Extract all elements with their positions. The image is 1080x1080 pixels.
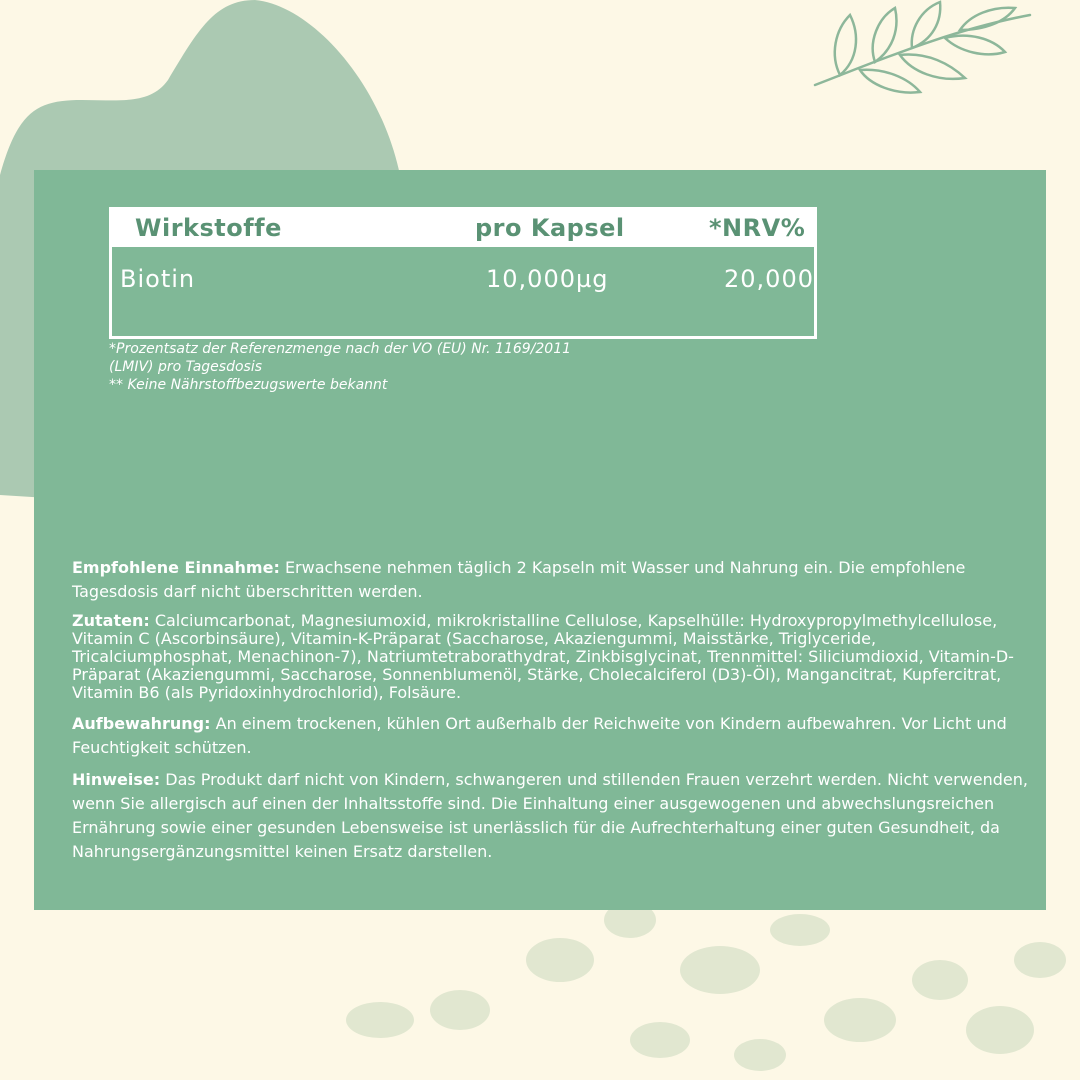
cell-nrv: 20,000 <box>724 265 814 293</box>
aufbewahrung-text: An einem trockenen, kühlen Ort außerhalb der Reichweite von Kindern aufbewahren. Vor Licht und Feuchtigkeit schützen. <box>72 714 1007 757</box>
blurred-leaves-decoration <box>300 900 1080 1080</box>
product-info <box>72 556 1037 872</box>
header-pro-kapsel: pro Kapsel <box>475 214 625 242</box>
hinweise-paragraph <box>72 768 1037 864</box>
header-wirkstoffe: Wirkstoffe <box>135 214 282 242</box>
table-footnotes <box>109 340 709 394</box>
footnote-line: (LMIV) pro Tagesdosis <box>109 359 263 375</box>
info-panel <box>34 170 1046 910</box>
aufbewahrung-label: Aufbewahrung: <box>72 714 211 733</box>
hinweise-text: Das Produkt darf nicht von Kindern, schwangeren und stillenden Frauen verzehrt werden. Nicht verwenden, wenn Sie allergisch auf einen der Inhaltsstoffe sind. Die Einhaltung einer ausgewogenen und abwechslungsreichen Ernährung sowie einer gesunden Lebensweise ist unerlässlich für die Aufrechterhaltung einer guten Gesundheit, da Nahrungsergänzungsmittel keinen Ersatz darstellen. <box>72 770 1028 861</box>
footnote-line: *Prozentsatz der Referenzmenge nach der VO (EU) Nr. 1169/2011 <box>109 341 572 357</box>
nutrition-table <box>109 207 817 339</box>
einnahme-text: Erwachsene nehmen täglich 2 Kapseln mit Wasser und Nahrung ein. Die empfohlene Tagesdosis darf nicht überschritten werden. <box>72 558 966 601</box>
zutaten-paragraph <box>72 612 1037 702</box>
cell-amount: 10,000µg <box>486 265 609 293</box>
zutaten-label: Zutaten: <box>72 611 150 630</box>
hinweise-label: Hinweise: <box>72 770 161 789</box>
einnahme-label: Empfohlene Einnahme: <box>72 558 280 577</box>
table-header <box>112 210 814 247</box>
footnote-line: ** Keine Nährstoffbezugswerte bekannt <box>109 377 388 393</box>
zutaten-text: Calciumcarbonat, Magnesiumoxid, mikrokristalline Cellulose, Kapselhülle: Hydroxypropylmethylcellulose, Vitamin C (Ascorbinsäure), Vitamin-K-Präparat (Saccharose, Akaziengummi, Maisstärke, Triglyceride, Tricalciumphosphat, Menachinon-7), Natriumtetraborathydrat, Zinkbisglycinat, Trennmittel: Siliciumdioxid, Vitamin-D-Präparat (Akaziengummi, Saccharose, Sonnenblumenöl, Stärke, Cholecalciferol (D3)-Öl), Mangancitrat, Kupfercitrat, Vitamin B6 (als Pyridoxinhydrochlorid), Folsäure. <box>72 611 1014 702</box>
leaf-branch-icon <box>800 0 1040 110</box>
einnahme-paragraph <box>72 556 1037 604</box>
header-nrv: *NRV% <box>709 214 806 242</box>
aufbewahrung-paragraph <box>72 712 1037 760</box>
cell-ingredient: Biotin <box>120 265 196 293</box>
